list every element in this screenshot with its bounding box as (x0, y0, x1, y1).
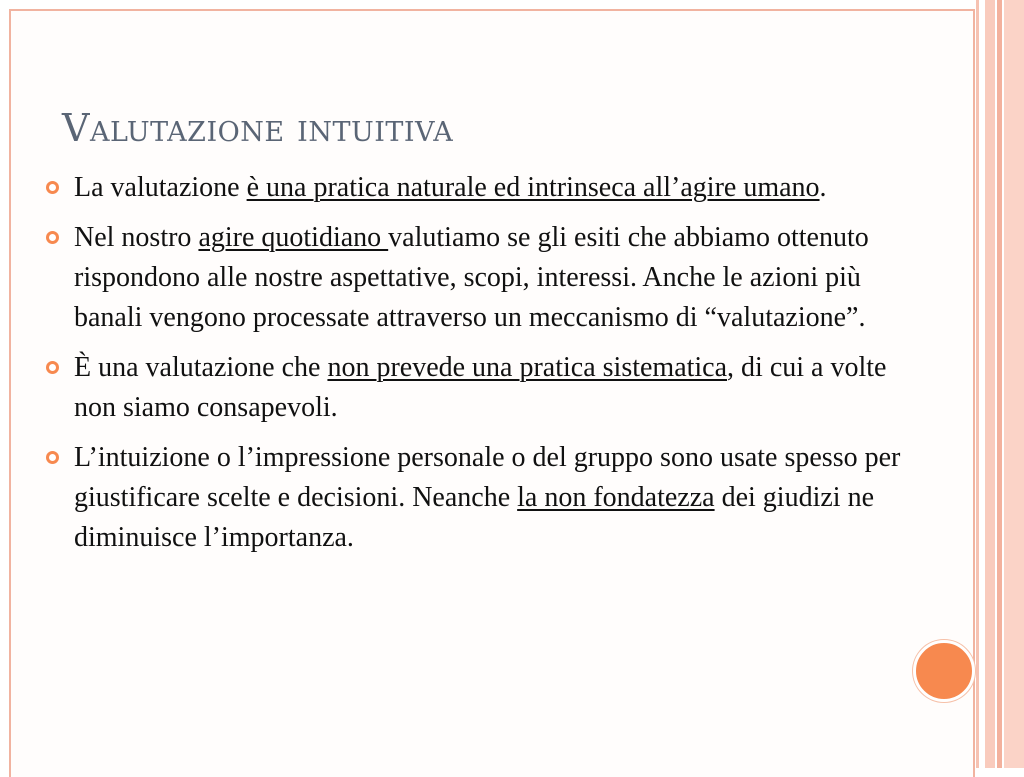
bullet-ring-icon (46, 361, 59, 374)
bullet-item (46, 438, 916, 558)
text-segment: L’intuizione o l’impressione personale o del gruppo sono usate spesso per giustificare scelte e decisioni. Neanche (74, 442, 901, 513)
underlined-segment: agire quotidiano (198, 222, 389, 253)
decorative-stripes (976, 0, 1024, 768)
stripe (997, 0, 1002, 768)
text-segment: È una valutazione che (74, 352, 328, 383)
text-segment: dei giudizi ne diminuisce l’importanza. (74, 482, 874, 553)
text-segment: La valutazione (74, 172, 247, 203)
bullet-ring-icon (46, 181, 59, 194)
underlined-segment: la non fondatezza (517, 482, 715, 513)
text-segment: , di cui a volte non siamo consapevoli. (74, 352, 887, 423)
text-segment: . (819, 172, 827, 203)
bullet-text (74, 172, 827, 203)
bullet-ring-icon (46, 231, 59, 244)
text-segment: valutiamo se gli esiti che abbiamo ottenuto rispondono alle nostre aspettative, scopi, interessi. Anche le azioni più banali vengono processate attraverso un meccanismo di “valutazione”. (74, 222, 869, 333)
bullet-text (74, 222, 869, 333)
bullet-text (74, 352, 886, 423)
slide-title: Valutazione intuitiva (62, 106, 454, 150)
bullet-text (74, 442, 900, 553)
stripe (976, 0, 979, 768)
text-segment: Nel nostro (74, 222, 199, 253)
underlined-segment: non prevede una pratica sistematica (327, 352, 728, 383)
bullet-item (46, 168, 916, 208)
decorative-circle (913, 640, 975, 702)
bullet-ring-icon (46, 451, 59, 464)
bullet-item (46, 348, 916, 428)
stripe (1004, 0, 1024, 768)
underlined-segment: è una pratica naturale ed intrinseca all’agire umano (246, 172, 820, 203)
bullet-list (46, 168, 916, 568)
stripe (985, 0, 995, 768)
bullet-item (46, 218, 916, 338)
